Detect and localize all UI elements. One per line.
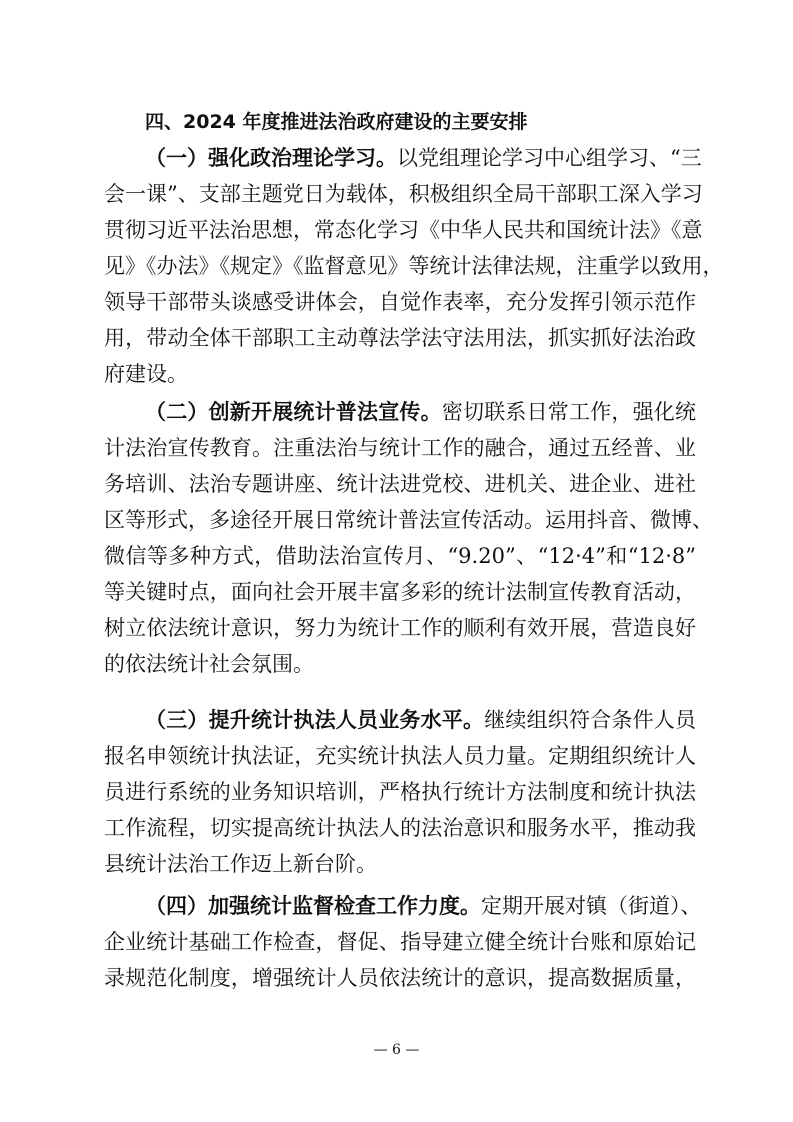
- paragraph-2-line-1: [145, 394, 696, 430]
- paragraph-4-first-line-text: 定期开展对镇（街道）、: [481, 894, 702, 918]
- paragraph-3-line-2: 报名申领统计执法证，充实统计执法人员力量。定期组织统计人: [104, 744, 696, 768]
- paragraph-2-lead: （二）创新开展统计普法宣传。: [145, 400, 442, 424]
- paragraph-4-line-2: 企业统计基础工作检查，督促、指导建立健全统计台账和原始记: [104, 930, 696, 954]
- page-number: — 6 —: [373, 1042, 420, 1058]
- paragraph-2-first-line-text: 密切联系日常工作，强化统: [441, 400, 697, 424]
- paragraph-4-line-3: 录规范化制度，增强统计人员依法统计的意识，提高数据质量，: [104, 966, 696, 990]
- paragraph-1-line-1: [145, 140, 702, 176]
- paragraph-4-lead: （四）加强统计监督检查工作力度。: [145, 894, 481, 918]
- paragraph-1-line-3: 贯彻习近平法治思想，常态化学习《中华人民共和国统计法》《意: [104, 218, 703, 242]
- paragraph-2-line-2: 计法治宣传教育。注重法治与统计工作的融合，通过五经普、业: [104, 436, 696, 460]
- paragraph-1-line-7: 府建设。: [104, 362, 188, 386]
- paragraph-1-lead: （一）强化政治理论学习。: [145, 146, 397, 170]
- section-heading: 四、2024 年度推进法治政府建设的主要安排: [145, 111, 528, 133]
- paragraph-3-line-5: 县统计法治工作迈上新台阶。: [104, 852, 377, 876]
- paragraph-1-line-5: 领导干部带头谈感受讲体会，自觉作表率，充分发挥引领示范作: [104, 290, 696, 314]
- paragraph-1-first-line-text: 以党组理论学习中心组学习、“三: [397, 146, 702, 170]
- paragraph-4-line-1: [145, 888, 702, 924]
- paragraph-1-line-6: 用，带动全体干部职工主动尊法学法守法用法，抓实抓好法治政: [104, 326, 696, 350]
- paragraph-2-line-7: 树立依法统计意识，努力为统计工作的顺利有效开展，营造良好: [104, 616, 696, 640]
- paragraph-3-first-line-text: 继续组织符合条件人员: [484, 708, 697, 732]
- paragraph-3-line-4: 工作流程，切实提高统计执法人的法治意识和服务水平，推动我: [104, 816, 696, 840]
- paragraph-1-line-2: 会一课”、支部主题党日为载体，积极组织全局干部职工深入学习: [104, 182, 703, 206]
- paragraph-2-line-5: 微信等多种方式，借助法治宣传月、“9.20”、“12·4”和“12·8”: [104, 544, 696, 568]
- paragraph-2-line-6: 等关键时点，面向社会开展丰富多彩的统计法制宣传教育活动，: [104, 580, 696, 604]
- paragraph-2-line-3: 务培训、法治专题讲座、统计法进党校、进机关、进企业、进社: [104, 472, 696, 496]
- paragraph-2-line-4: 区等形式，多途径开展日常统计普法宣传活动。运用抖音、微博、: [104, 508, 713, 532]
- paragraph-3-line-1: [145, 702, 696, 738]
- paragraph-3-lead: （三）提升统计执法人员业务水平。: [145, 708, 485, 732]
- paragraph-1-line-4: 见》《办法》《规定》《监督意见》等统计法律法规，注重学以致用，: [104, 254, 724, 278]
- paragraph-2-line-8: 的依法统计社会氛围。: [104, 652, 314, 676]
- paragraph-3-line-3: 员进行系统的业务知识培训，严格执行统计方法制度和统计执法: [104, 780, 696, 804]
